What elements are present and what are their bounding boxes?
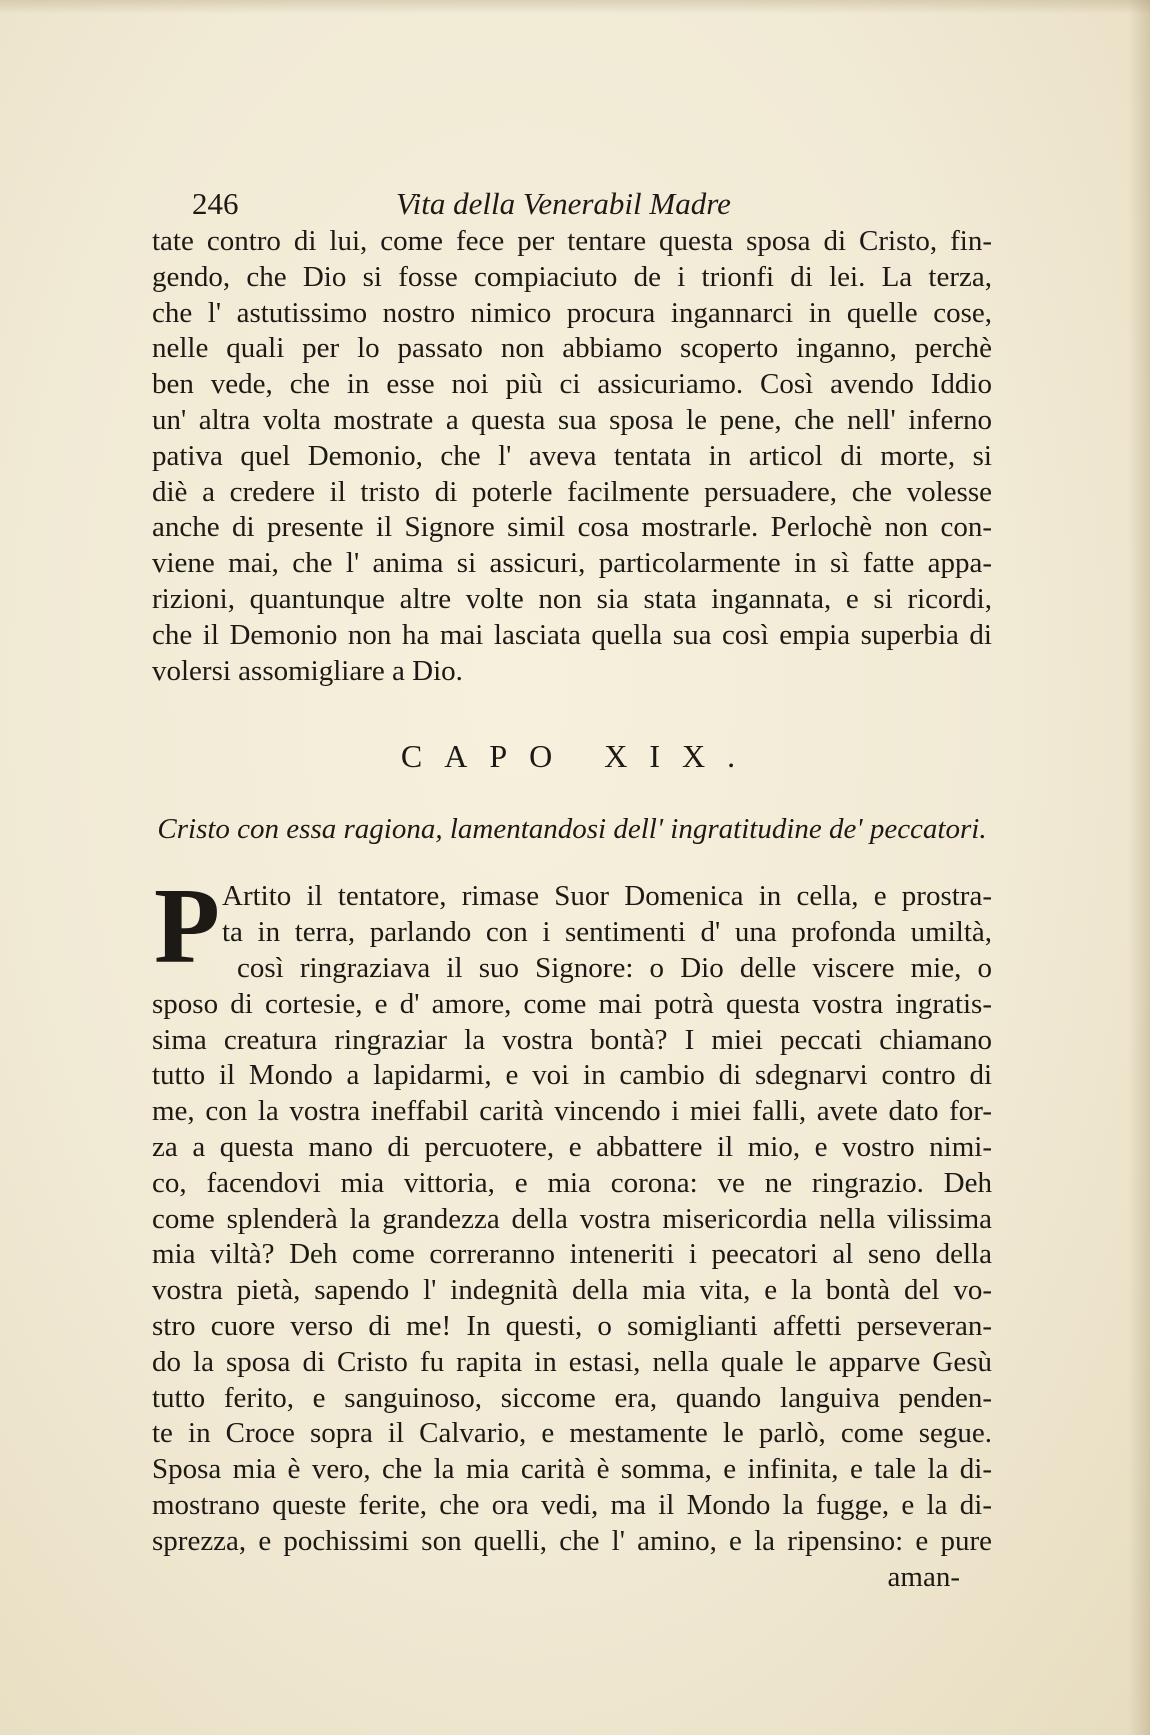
text-line: viene mai, che l' anima si assicuri, particolarmente in sì fatte appa- xyxy=(152,547,992,580)
text-line: Sposa mia è vero, che la mia carità è somma, e infinita, e tale la di- xyxy=(152,1453,992,1486)
paper-edge-right xyxy=(1128,0,1150,1735)
text-line: ta in terra, parlando con i sentimenti d' una profonda umiltà, xyxy=(222,916,992,949)
text-line: tutto ferito, e sanguinoso, siccome era, quando languiva penden- xyxy=(152,1381,992,1414)
text-line: sprezza, e pochissimi son quelli, che l' amino, e la ripensino: e pure xyxy=(152,1524,992,1557)
drop-cap: P xyxy=(154,867,220,987)
text-line: che il Demonio non ha mai lasciata quella sua così empia superbia di xyxy=(152,618,992,651)
text-line: stro cuore verso di me! In questi, o somiglianti affetti perseveran- xyxy=(152,1309,992,1342)
text-line: te in Croce sopra il Calvario, e mestamente le parlò, come segue. xyxy=(152,1417,992,1450)
text-line: sima creatura ringraziar la vostra bontà? I miei peccati chiamano xyxy=(152,1023,992,1056)
text-line: come splenderà la grandezza della vostra misericordia nella vilissima xyxy=(152,1202,992,1235)
text-line: tutto il Mondo a lapidarmi, e voi in cambio di sdegnarvi contro di xyxy=(152,1059,992,1092)
text-line: ben vede, che in esse noi più ci assicuriamo. Così avendo Iddio xyxy=(152,368,992,401)
paragraph-2 xyxy=(152,867,992,1595)
text-line: un' altra volta mostrate a questa sua sposa le pene, che nell' inferno xyxy=(152,403,992,436)
text-line: che l' astutissimo nostro nimico procura ingannarci in quelle cose, xyxy=(152,296,992,329)
text-line: vostra pietà, sapendo l' indegnità della mia vita, e la bontà del vo- xyxy=(152,1274,992,1307)
page-number: 246 xyxy=(192,186,239,221)
running-title: Vita della Venerabil Madre xyxy=(396,186,731,221)
text-line: anche di presente il Signore simil cosa mostrarle. Perlochè non con- xyxy=(152,511,992,544)
text-line: mostrano queste ferite, che ora vedi, ma il Mondo la fugge, e la di- xyxy=(152,1488,992,1521)
text-line: volersi assomigliare a Dio. xyxy=(152,654,463,687)
page-header xyxy=(152,180,992,224)
text-line: sposo di cortesie, e d' amore, come mai potrà questa vostra ingratis- xyxy=(152,987,992,1020)
chapter-summary: Cristo con essa ragiona, lamentandosi dell' ingratitudine de' peccatori. xyxy=(157,813,987,846)
text-line: diè a credere il tristo di poterle facilmente persuadere, che volesse xyxy=(152,475,992,508)
text-line: Artito il tentatore, rimase Suor Domenica in cella, e prostra- xyxy=(222,880,992,913)
text-line: nelle quali per lo passato non abbiamo scoperto inganno, perchè xyxy=(152,332,992,365)
text-line: mia viltà? Deh come correranno inteneriti i peecatori al seno della xyxy=(152,1238,992,1271)
text-line: me, con la vostra ineffabil carità vincendo i miei falli, avete dato for- xyxy=(152,1095,992,1128)
text-block xyxy=(152,180,992,1595)
paragraph-1 xyxy=(152,224,992,689)
paper-edge-top xyxy=(0,0,1150,14)
text-line: gendo, che Dio si fosse compiaciuto de i trionfi di lei. La terza, xyxy=(152,260,992,293)
catchword: aman- xyxy=(887,1560,960,1593)
text-line: za a questa mano di percuotere, e abbattere il mio, e vostro nimi- xyxy=(152,1130,992,1163)
chapter-title: CAPO XIX. xyxy=(400,738,758,775)
text-line: do la sposa di Cristo fu rapita in estasi, nella quale le apparve Gesù xyxy=(152,1345,992,1378)
text-line: co, facendovi mia vittoria, e mia corona: ve ne ringrazio. Deh xyxy=(152,1166,992,1199)
text-line: pativa quel Demonio, che l' aveva tentata in articol di morte, si xyxy=(152,439,992,472)
text-line: rizioni, quantunque altre volte non sia stata ingannata, e si ricordi, xyxy=(152,582,992,615)
text-line: così ringraziava il suo Signore: o Dio delle viscere mie, o xyxy=(237,951,992,984)
text-line: tate contro di lui, come fece per tentare questa sposa di Cristo, fin- xyxy=(152,225,992,257)
